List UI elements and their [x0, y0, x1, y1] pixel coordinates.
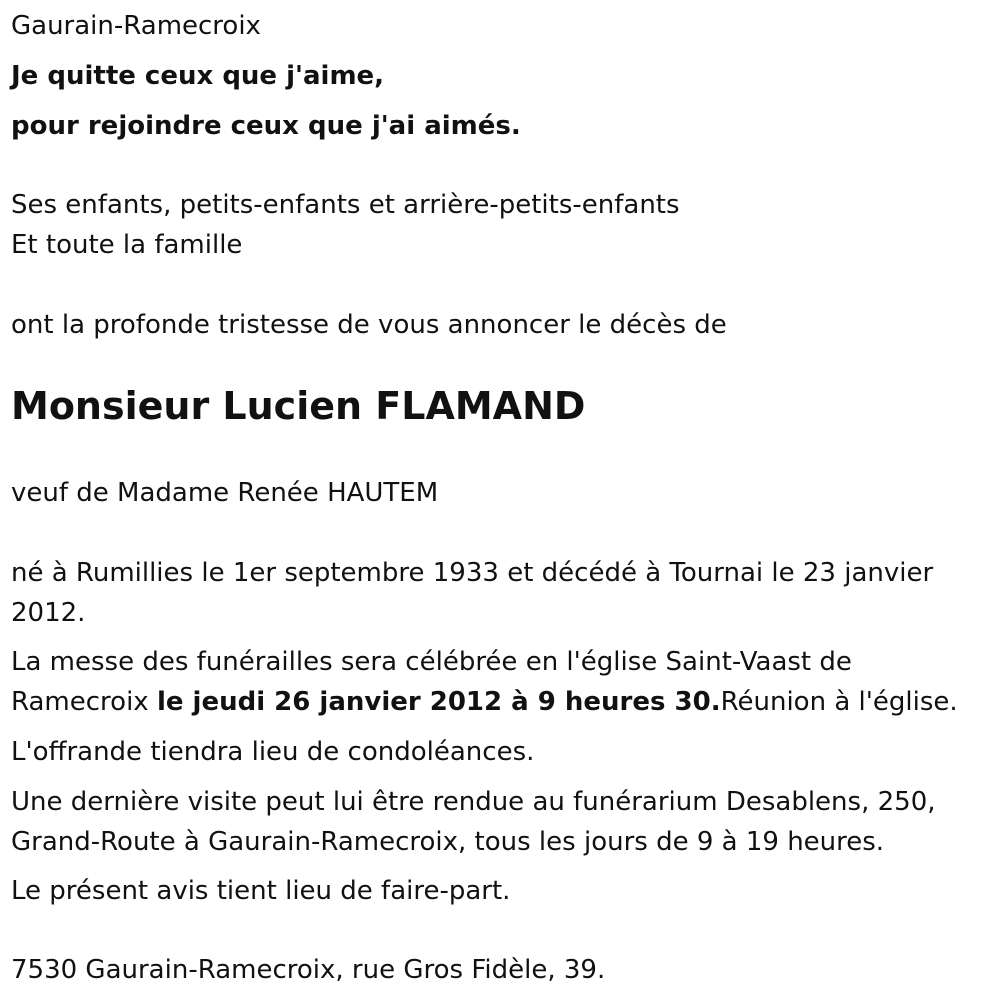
notice-text: Le présent avis tient lieu de faire-part. — [11, 876, 511, 906]
mass-line-1: La messe des funérailles sera célébrée en l'église Saint-Vaast de — [11, 647, 852, 677]
mass-line-2 — [11, 682, 986, 722]
announcement-text: ont la profonde tristesse de vous annoncer le décès de — [11, 310, 727, 340]
quote-line-2: pour rejoindre ceux que j'ai aimés. — [11, 111, 521, 141]
family-line-1: Ses enfants, petits-enfants et arrière-petits-enfants — [11, 190, 680, 220]
mass-datetime: le jeudi 26 janvier 2012 à 9 heures 30. — [156, 687, 721, 717]
offering-text: L'offrande tiendra lieu de condoléances. — [11, 737, 535, 767]
mass-meeting: Réunion à l'église. — [720, 687, 958, 717]
visit-line-2: Grand-Route à Gaurain-Ramecroix, tous les jours de 9 à 19 heures. — [11, 827, 885, 857]
deceased-name: Monsieur Lucien FLAMAND — [11, 384, 586, 428]
visit-line-1: Une dernière visite peut lui être rendue au funérarium Desablens, 250, — [11, 787, 936, 817]
quote-line-1: Je quitte ceux que j'aime, — [11, 61, 385, 91]
widower-text: veuf de Madame Renée HAUTEM — [11, 478, 439, 508]
mass-place: Ramecroix — [11, 687, 157, 717]
birth-death-line-1: né à Rumillies le 1er septembre 1933 et décédé à Tournai le 23 janvier — [11, 558, 934, 588]
family-line-2: Et toute la famille — [11, 230, 243, 260]
birth-death-line-2: 2012. — [11, 598, 86, 628]
address-text: 7530 Gaurain-Ramecroix, rue Gros Fidèle, 39. — [11, 955, 606, 985]
location-heading: Gaurain-Ramecroix — [11, 11, 261, 41]
